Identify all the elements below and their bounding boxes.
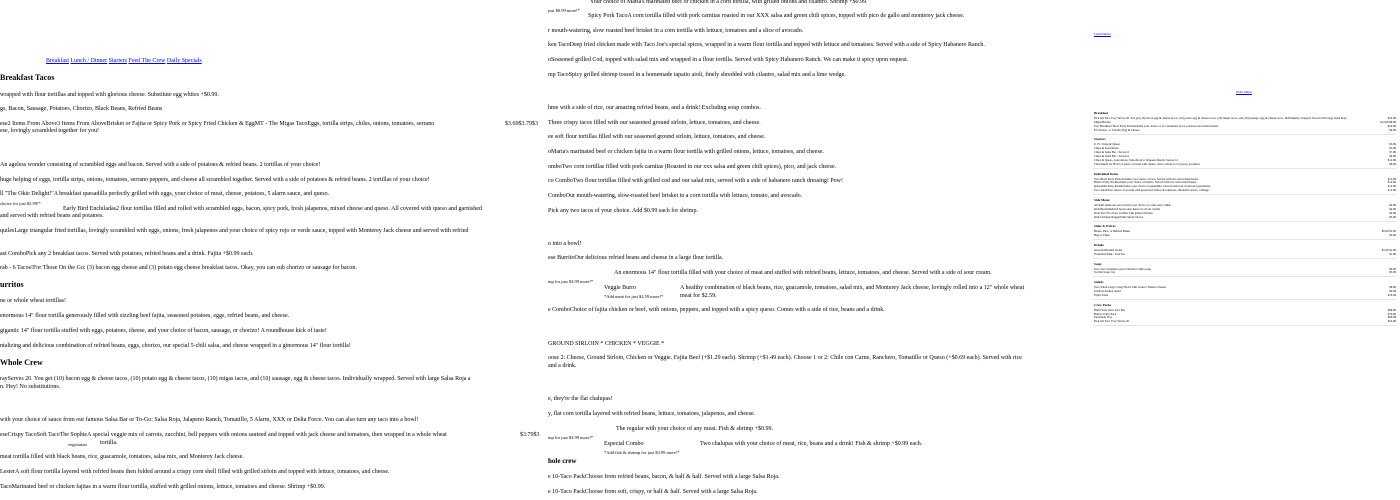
menu-line: LesterA soft flour tortilla layered with refried beans then folded around a crispy corn shell filled with grilled sirloin and topped with lettuce, tomatoes, and cheese.: [0, 469, 390, 475]
menu-line: rab - 6 Tacos!For Those On the Go: (3) bacon egg cheese and (3) potato egg cheese breakfast tacos. Okay, you can sub chorizo or sausage for bacon.: [0, 265, 357, 271]
menu-line: TacoMarinated beef or chicken fajitas in a warm flour tortilla, stuffed with grilled onions, lettuce, tomatoes and cheese. Shrimp +$0.99.: [0, 484, 326, 490]
right-menu-price: $9.99: [1389, 154, 1396, 158]
menu-line: enormous 14" flour tortilla generously filled with sizzling beef fajita, seasoned potatoes, eggs, refried beans, and cheese.: [0, 313, 290, 319]
right-divider: [1093, 221, 1396, 222]
menu-line: meat for $2.59.: [680, 293, 717, 299]
menu-line: mp TacoSpicy grilled shrimp tossed in a homemade tapatio aioli, finely shredded with cilantro, salad mix and a lime wedge.: [548, 72, 846, 78]
menu-line: and a drink.: [548, 363, 577, 369]
menu-line: mp for just $3.99 more!*: [548, 279, 594, 284]
left-menu-column: [0, 0, 548, 500]
menu-line: wrapped with flour tortillas and topped with glorious cheese. Substitute egg whites +$0.99.: [0, 92, 219, 98]
menu-line: GROUND SIRLOIN * CHICKEN * VEGGIE *: [548, 341, 665, 347]
right-section-title: Soup: [1094, 261, 1102, 266]
nav-feed-the-crew[interactable]: Feed The Crew: [128, 58, 166, 64]
right-menu-price: $4.99: [1389, 206, 1396, 211]
right-menu-price: $0.99 $1.99: [1381, 229, 1396, 234]
menu-line: ese BurritoOur delicious refried beans and cheese in a large flour tortilla.: [548, 255, 724, 261]
menu-line: ne or whole wheat tortillas!: [0, 298, 66, 304]
right-section-title: Side Menu: [1094, 198, 1110, 202]
menu-line: ese2 Items From Above3 Items From AboveBrisket or Fajita or Spicy Pork or Spicy Fried Chicken & EggMT - The Migas TacoEggs, tortilla strips, chiles, onions, tomatoes, serrano: [0, 121, 435, 127]
menu-line: y, flat corn tortilla layered with refried beans, lettuce, tomatoes, jalapenos, and cheese.: [548, 411, 756, 417]
right-menu-row: Migas Burrito: [1094, 120, 1111, 124]
right-menu-price: $69.99: [1387, 315, 1396, 320]
right-menu-row: Kids TacoTwo flour tortillas with grilled chicken: [1094, 211, 1153, 215]
right-menu-row: Bag of Chips: [1094, 234, 1110, 238]
right-menu-row: Enchilada Tray: [1094, 316, 1113, 320]
menu-line: hme with a side of rice, our amazing refried beans, and a drink! Excluding soup combos.: [548, 105, 761, 111]
right-menu-row: Chips & Salsa Bar / Serves 6: [1094, 151, 1129, 155]
nav-lunch-dinner[interactable]: Lunch / Dinner: [70, 58, 108, 64]
menu-line: ntalizing and delicious combination of refried beans, eggs, chorizo, our special 5-chili salsa, and cheese wrapped in a ginormous 14" flour tortilla!: [0, 343, 351, 349]
menu-line: e, they're the flat chalupas!: [548, 396, 613, 402]
right-divider: [1093, 194, 1396, 195]
menu-line: The regular with your choice of any meat. Fish & shrimp +$0.99.: [616, 426, 774, 432]
right-menu-row: El Chorizo, or Chorizo Egg & Cheese: [1094, 128, 1140, 132]
right-divider: [1093, 134, 1396, 135]
right-menu-row: Assorted Bottled Sodas: [1094, 248, 1123, 252]
right-menu-price: $8.99: [1389, 285, 1396, 290]
right-menu-price: $4.99: [1389, 202, 1396, 207]
menu-price: $3.69$3.79$3: [505, 121, 538, 127]
right-menu-row: Chips & Queso, Guacamole, Salsa Roja to Jalapeno Ranch. Serves 12: [1094, 158, 1178, 162]
menu-line: Two chalupas with your choice of meat, rice, beans and a drink! Fish & shrimp +$0.99 each.: [700, 441, 923, 447]
right-menu-row: Taco Bowl Party Pack Includes your choice of taco, Served with rice and refried beans: [1094, 177, 1199, 181]
menu-line: co ComboTwo flour tortillas filled with grilled cod and our salad mix, served with a side of habanero ranch dressing! Pow!: [548, 178, 844, 184]
right-divider: [1093, 168, 1396, 169]
right-divider: [1093, 299, 1396, 300]
menu-line: mp for just $3.99 more!*: [548, 435, 594, 440]
right-menu-row: Jr. Fr. Chips & Queso: [1094, 143, 1121, 147]
right-menu-price: $5.99: [1389, 270, 1396, 275]
right-menu-row: Grilled Chicken Salad: [1094, 290, 1121, 293]
right-menu-price: $89.99: [1387, 307, 1396, 312]
right-section-title: Drinks: [1094, 243, 1104, 247]
menu-item-name: Especial Combo: [604, 441, 644, 447]
right-menu-row: Tortilla Soup Cup: [1094, 271, 1116, 275]
menu-line: An ageless wonder consisting of scrambled eggs and bacon. Served with a side of potatoes & refried beans. 2 tortillas of your choice!: [0, 162, 321, 168]
right-divider: [1093, 325, 1396, 326]
right-menu-row: Beans, Rice, or Refried Beans: [1094, 230, 1131, 234]
right-menu-row: Burrito Party Pack: [1094, 312, 1117, 316]
nav-starters[interactable]: Starters: [108, 58, 127, 64]
menu-line: oSeasoned grilled Cod, topped with salad mix and wrapped in a flour tortilla. Served with Spicy Habanero Ranch. We can make it spicy upon request.: [548, 57, 909, 63]
right-menu-price: $79.99: [1387, 311, 1396, 316]
section-title-burritos: urritos: [0, 280, 24, 289]
right-menu-row: All Kids items are served with your choice of a side and a drink: [1094, 203, 1171, 207]
right-section-title: Breakfast: [1094, 111, 1109, 115]
right-menu-row: Build Your Own Taco Bar: [1094, 308, 1126, 312]
menu-line: o into a bowl!: [548, 241, 582, 247]
order-online-link[interactable]: Order Online: [1236, 90, 1252, 94]
right-menu-price: $12.99: [1387, 184, 1396, 189]
right-menu-row: Pick All Taco Tray Serves 20. You get (10) bacon egg & cheese tacos, (10) potato egg & cheese tacos, (10) migas tacos, and (10) sausage, egg & cheese tacos. Individually wrapped. Served with large Salsa Roja: [1094, 116, 1347, 120]
nav-breakfast[interactable]: Breakfast: [46, 58, 69, 64]
right-menu-row: Taco Salad Large Crispy Bowl with Lettuce Tomato Cheese: [1094, 286, 1166, 290]
right-menu-row: Kids BurritoRefried beans and cheese in a flour tortilla: [1094, 207, 1160, 211]
vegetarian-tag: vegetarian: [68, 442, 87, 447]
section-title-whole-crew-mid: hole crew: [548, 457, 577, 465]
right-divider: [1093, 258, 1396, 259]
menu-line: quilesLarge triangular fried tortillas, lovingly scrambled with eggs, onions, fresh jalapenos and your choice of spicy rojo or verde sauce, topped with Monterey Jack cheese and served with refried: [0, 228, 469, 234]
menu-price: $3.79$3: [520, 432, 540, 438]
right-menu-price: $12.99: [1387, 157, 1396, 162]
menu-line: and served with refried beans and potatoes.: [0, 213, 104, 219]
middle-menu-column: [548, 0, 1093, 500]
right-menu-price: $10.99: [1387, 292, 1396, 297]
right-divider: [1093, 276, 1396, 277]
menu-line: *Add meat for just $2.59 more!*: [604, 294, 664, 299]
right-menu-price: $1.99: [1389, 251, 1396, 256]
right-menu-price: $54.99: [1387, 319, 1396, 324]
menu-line: with your choice of sauce from our famous Salsa Bar or To-Go: Salsa Roja, Jalapeno Ranch, Tomatillo, 5 Alarm, XXX or Delta Force. You can also turn any taco into a bowl!: [0, 417, 419, 423]
menu-line: e ComboChoice of fajita chicken or beef, with onions, peppers, and topped with a spicy queso. Comes with a side of rice, beans and a drink.: [548, 307, 885, 313]
right-menu-price: $24.99: [1387, 123, 1396, 128]
menu-line: huge helping of eggs, tortilla strips, onions, tomatoes, serrano peppers, and cheese all scrambled together. Served with a side of potatoes & refried beans. 2 tortillas of your choice!: [0, 177, 430, 183]
menu-line: oose 2: Cheese, Ground Sirloin, Chicken or Veggie. Fajita Beef (+$1.29 each). Shrimp (+$1.49 each). Choose 1 or 2: Chile con Carne, Ranchero, Tomatillo or Queso (+$0.69 each). Served with rice: [548, 355, 1022, 361]
right-menu-row: Taco Joe's SoupOur secret chicken tortilla soup: [1094, 267, 1151, 271]
menu-line: Three crispy tacos filled with our seasoned ground sirloin, lettuce, tomatoes, and cheese.: [548, 120, 761, 126]
right-menu-price: $12.99: [1387, 188, 1396, 193]
menu-line: r mouth-watering, slow roasted beef brisket in a corn tortilla with lettuce, tomatoes and a slice of avocado.: [548, 28, 804, 34]
menu-line: Spicy Pork TacoA corn tortilla filled with pork carnitas roasted in our XXX salsa and green chili spices, topped with pico de gallo and monterey jack cheese.: [588, 13, 965, 19]
menu-item-name: Veggie Burro: [604, 285, 637, 291]
right-menu-row: Burrito Party PackIncludes your choice of burrito. Served with rice and refried beans.: [1094, 181, 1197, 185]
right-divider: [1093, 239, 1396, 240]
right-section-title: Crew Packs: [1094, 302, 1112, 307]
menu-line: Pick any two tacos of your choice. Add $0.99 each for shrimp.: [548, 208, 698, 214]
right-menu-price: $12.99 $8.99: [1380, 119, 1396, 124]
section-title-breakfast-tacos: Breakfast Tacos: [0, 73, 55, 82]
menu-line: n. Hey! No substitutions.: [0, 384, 61, 390]
menu-line: ee soft flour tortillas filled with our seasoned ground sirloin, lettuce, tomatoes, and cheese.: [548, 134, 766, 140]
right-menu-row: Quesadilla Party PackIncludes your choice of quesadilla. Served with sour cream and guacamole.: [1094, 185, 1212, 189]
menu-line: gs, Bacon, Sausage, Potatoes, Chorizo, Black Beans, Refried Beans: [0, 106, 163, 112]
menu-line: *Add fish & shrimp for just $3.99 more!*: [604, 450, 680, 455]
right-menu-column: [1093, 0, 1400, 500]
right-menu-row: Two Breakfast Tacos Party PackIncludes your choice of two breakfast tacos, potatoes and refried beans.: [1094, 124, 1219, 128]
menu-line: ll "The Okie Delight!"A breakfast quesadilla perfectly grilled with eggs, your choice of meat, cheese, potatoes, 5 alarm sauce, and queso.: [0, 191, 330, 197]
right-menu-row: Chips & Guacamole: [1094, 147, 1119, 151]
menu-line: ComboOur mouth-watering, slow-roasted beef brisket in a corn tortilla with lettuce, tomato, and avocado.: [548, 193, 803, 199]
right-menu-price: $7.99: [1389, 150, 1396, 155]
right-section-title: Individual Items: [1094, 171, 1119, 176]
lunch-dinner-link[interactable]: Lunch/Dinner: [1094, 32, 1111, 36]
right-menu-row: Fountain Drink / Iced Tea: [1094, 252, 1125, 256]
menu-line: omboTwo corn tortillas filled with pork carnitas (Roasted in our xxx salsa and green chili spices), pico, and jack cheese.: [548, 164, 837, 170]
right-menu-price: $3.99: [1389, 142, 1396, 147]
right-menu-price: $8.99: [1389, 161, 1396, 166]
right-menu-row: Chips & Salsa Bar / Serves 6: [1094, 155, 1129, 158]
right-section-title: Salads: [1094, 280, 1104, 285]
menu-line: ken TacoDeep fried chicken made with Taco Joe's special spices, wrapped in a warm flour tortilla and topped with lettuce and tomatoes. Served with a side of Spicy Habanero Ranch.: [548, 42, 985, 48]
nav-bar: [46, 58, 202, 66]
section-title-whole-crew: Whole Crew: [0, 358, 43, 367]
menu-line: gigantic 14" flour tortilla stuffed with eggs, potatoes, cheese, and your choice of bacon, sausage, or chorizo! A roundhouse kick of taste!: [0, 328, 327, 334]
right-menu-price: $6.99: [1389, 266, 1396, 271]
right-menu-row: Taco SaladYour choice of protein with green leaf lettuce & tomatoes, shredded carrots, cabbage: [1094, 189, 1209, 193]
menu-line: meat tortilla filled with black beans, rice, guacamole, tomatoes, salsa mix, and Monterey Jack cheese.: [0, 454, 244, 460]
nav-daily-specials[interactable]: Daily Specials: [166, 58, 202, 64]
right-menu-price: $12.99: [1387, 176, 1396, 181]
menu-line: Early Bird Enchiladas2 flour tortillas filled and rolled with scrambled eggs, bacon, spicy pork, fresh jalapenos, mixed cheese and queso. All covered with queso and garnished: [63, 206, 482, 212]
right-menu-price: $4.99: [1389, 210, 1396, 215]
right-menu-row: Pick All Taco Tray Serves 20.: [1094, 320, 1130, 324]
menu-line: eseCrispy TacoSoft TacoThe SophieA special veggie mix of carrots, zucchini, bell peppers with onions sauteed and topped with jack cheese and tomatoes, then wrapped in a whole wheat: [0, 432, 447, 438]
right-menu-row: Fajita Salad: [1094, 293, 1109, 297]
right-menu-price: $5.99: [1389, 214, 1396, 219]
menu-line: oMaria's marinated beef or chicken fajita in a warm flour tortilla with grilled onions, lettuce, tomatoes, and cheese.: [548, 149, 824, 155]
menu-line: tortilla.: [100, 440, 118, 446]
right-menu-row: Kids Chicken NuggetsSide Salad Choice: [1094, 215, 1144, 219]
right-menu-row: The Dented Jar Bowl of queso covered with cheese, with a whole lot of gooey goodness: [1094, 162, 1200, 166]
right-menu-price: $54.99: [1387, 115, 1396, 120]
right-menu-price: $4.99: [1389, 127, 1396, 132]
menu-line: An enormous 14" flour tortilla filled with your choice of meat and stuffed with refried beans, lettuce, tomatoes, and cheese. Served with a side of sour cream.: [614, 270, 992, 276]
right-menu-price: $5.99: [1389, 146, 1396, 151]
menu-line: ese, lovingly scrambled together for you!: [0, 128, 99, 134]
menu-line: A healthy combination of black beans, rice, guacamole, tomatoes, salad mix, and Monterey Jack cheese, lovingly rolled into a 12" whole wheat: [680, 285, 1025, 291]
right-menu-price: $9.99: [1389, 289, 1396, 293]
menu-line: e 10-Taco PackChoose from refried beans, bacon, & half & half. Served with a large Salsa Roja.: [548, 474, 780, 480]
right-section-title: Starters: [1094, 137, 1106, 142]
menu-line: choice for just $3.99!*: [0, 201, 41, 206]
right-menu-price: $0.99: [1389, 233, 1396, 238]
right-menu-price: $2.29 $1.99: [1381, 247, 1396, 252]
right-section-title: Sides & Extras: [1094, 224, 1116, 229]
menu-line: just $0.99 more!*: [548, 8, 580, 13]
right-menu-price: $12.99: [1387, 180, 1396, 185]
menu-line: e 10-Taco PackChoose from soft, crispy, or half & half. Served with a large Salsa Roja.: [548, 489, 758, 495]
menu-line: Your choice of Maria's marinated beef or chicken in a corn tortilla, with grilled onions and cilantro. Shrimp +$0.99.: [590, 0, 868, 5]
menu-line: ast ComboPick any 2 breakfast tacos. Served with potatoes, refried beans and a drink. Fajita +$0.99 each.: [0, 251, 254, 257]
menu-line: rayServes 20. You get (10) bacon egg & cheese tacos, (10) potato egg & cheese tacos, (10) migas tacos, and (10) sausage, egg & cheese tacos. Individually wrapped. Served with large Salsa Roja a: [0, 376, 471, 382]
